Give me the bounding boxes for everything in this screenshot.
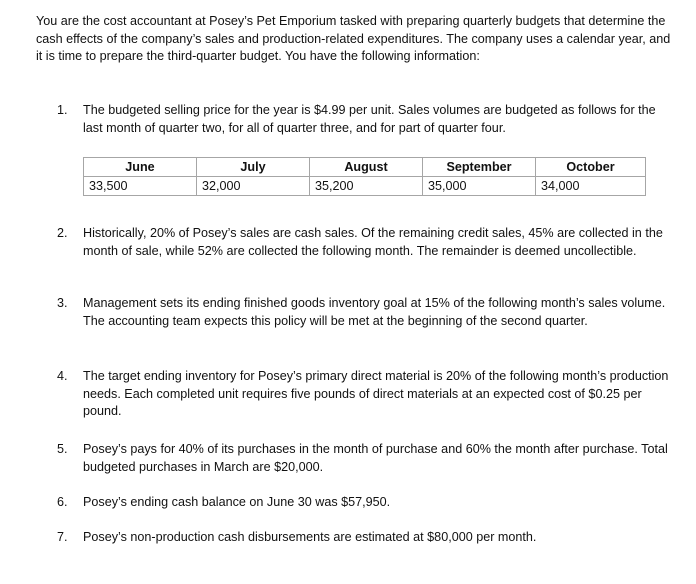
list-number: 3. (57, 296, 68, 310)
list-text: Management sets its ending finished goods inventory goal at 15% of the following month’s sales volume. The accounting team expects this policy will be met at the beginning of the second quarter. (83, 296, 666, 328)
list-number: 6. (57, 495, 68, 509)
table-header-cell: September (423, 158, 536, 177)
list-number: 1. (57, 103, 68, 117)
list-number: 2. (57, 226, 68, 240)
list-text: The budgeted selling price for the year is $4.99 per unit. Sales volumes are budgeted as follows for the last month of quarter two, for all of quarter three, and for part of quarter four. (83, 103, 656, 135)
table-cell: 35,200 (310, 177, 423, 196)
table-header-cell: October (536, 158, 646, 177)
list-text: Posey’s non-production cash disbursements are estimated at $80,000 per month. (83, 530, 537, 544)
list-text: Posey’s ending cash balance on June 30 was $57,950. (83, 495, 391, 509)
table-cell: 35,000 (423, 177, 536, 196)
table-cell: 32,000 (197, 177, 310, 196)
list-text: The target ending inventory for Posey’s primary direct material is 20% of the following month’s production needs. Each completed unit requires five pounds of direct materials at an expected cost of $0.25 per pound. (83, 369, 669, 419)
table-header-cell: August (310, 158, 423, 177)
table-row (84, 177, 646, 196)
table-cell: 34,000 (536, 177, 646, 196)
table-header-cell: July (197, 158, 310, 177)
table-header-row (84, 158, 646, 177)
list-number: 4. (57, 369, 68, 383)
table-cell: 33,500 (84, 177, 197, 196)
table-header-cell: June (84, 158, 197, 177)
list-text: Posey’s pays for 40% of its purchases in the month of purchase and 60% the month after purchase. Total budgeted purchases in March are $20,000. (83, 442, 668, 474)
intro-paragraph: You are the cost accountant at Posey’s Pet Emporium tasked with preparing quarterly budgets that determine the cash effects of the company’s sales and production-related expenditures. The company uses a calendar year, and it is time to prepare the third-quarter budget. You have the following information: (36, 14, 671, 64)
list-text: Historically, 20% of Posey’s sales are cash sales. Of the remaining credit sales, 45% are collected in the month of sale, while 52% are collected the following month. The remainder is deemed uncollectible. (83, 226, 663, 258)
sales-volume-table (83, 157, 646, 196)
list-number: 7. (57, 530, 68, 544)
list-number: 5. (57, 442, 68, 456)
